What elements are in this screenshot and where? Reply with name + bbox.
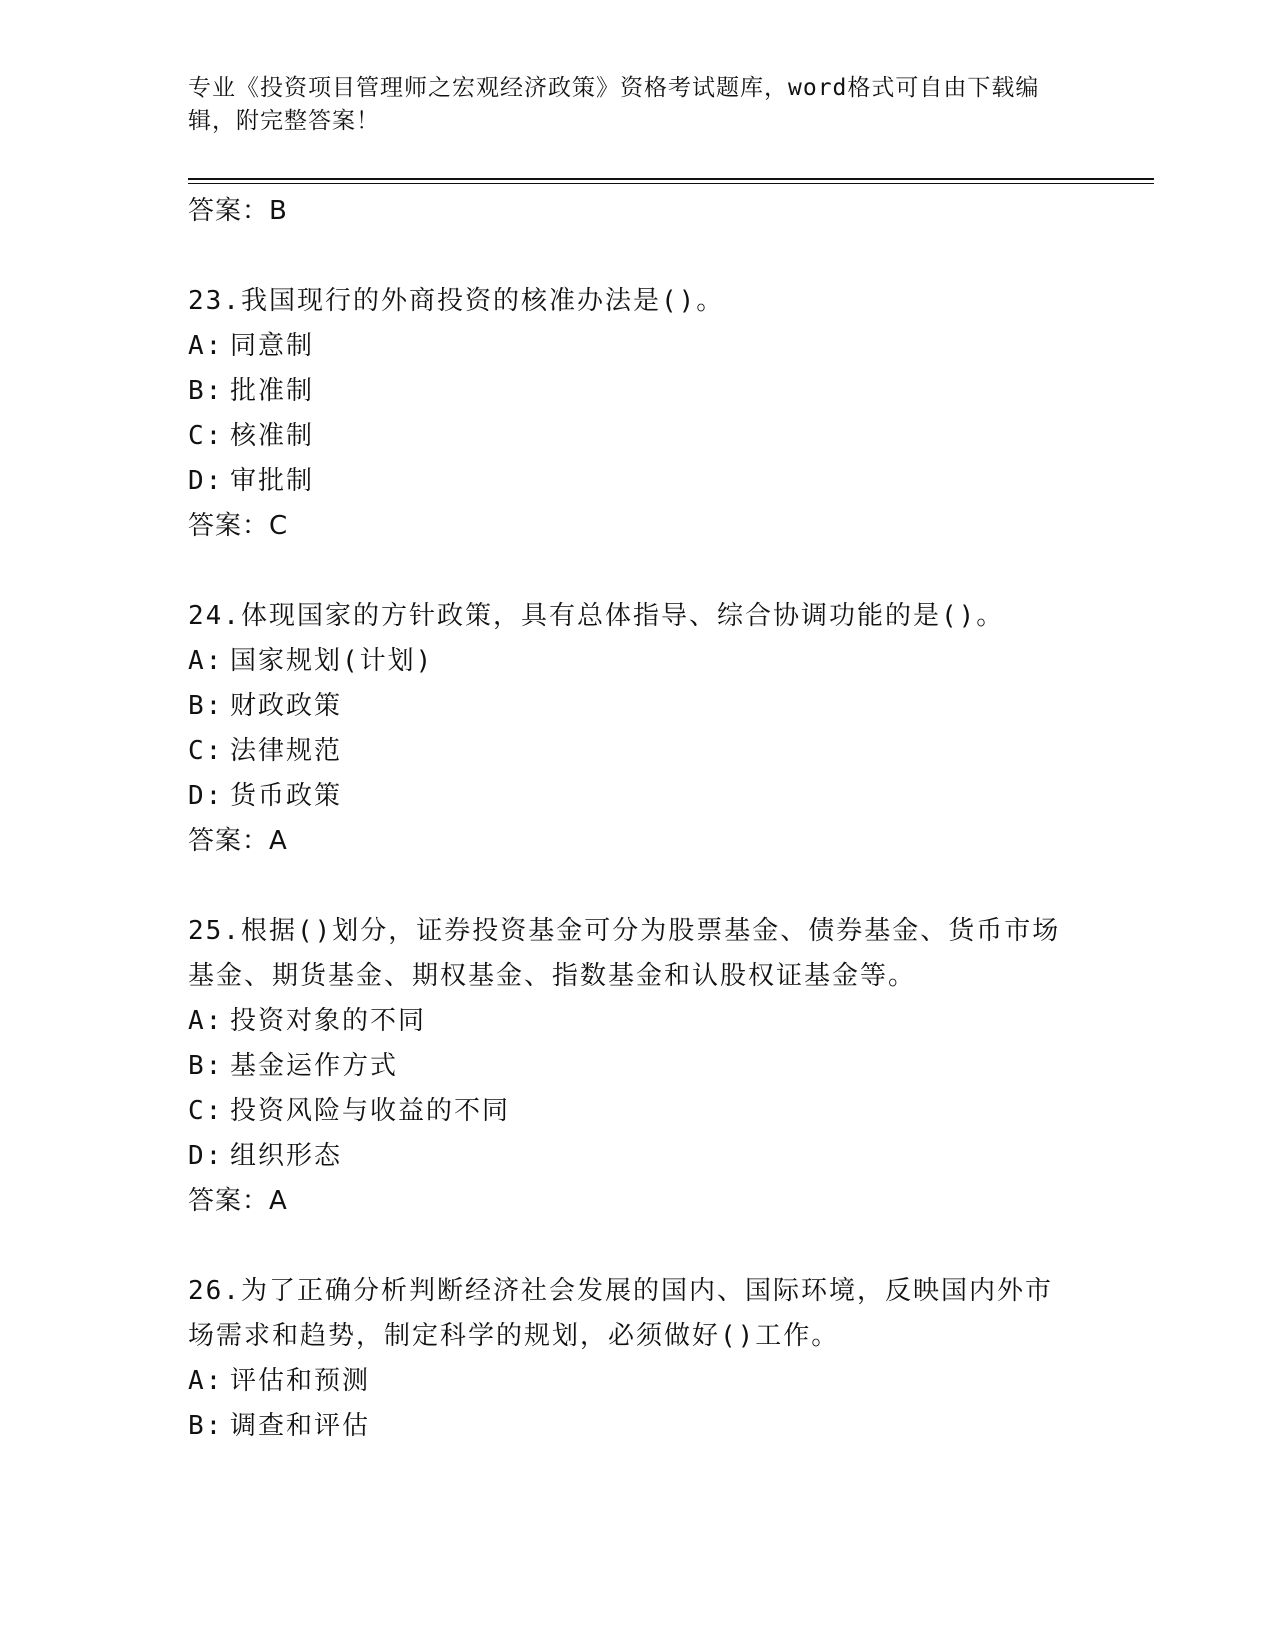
question-item [188, 279, 1088, 549]
option-text: 法律规范 [230, 736, 343, 766]
option-text: 核准制 [230, 421, 315, 451]
option-text: 批准制 [230, 376, 315, 406]
header-divider-thick [188, 178, 1154, 180]
option-letter: C: [188, 1096, 224, 1126]
option-a [188, 1359, 1088, 1404]
question-item [188, 909, 1088, 1224]
question-text: 24.体现国家的方针政策，具有总体指导、综合协调功能的是()。 [188, 601, 1005, 631]
option-letter: A: [188, 1006, 224, 1036]
option-text: 货币政策 [230, 781, 343, 811]
option-letter: B: [188, 1411, 224, 1441]
answer-line: 答案：B [188, 196, 288, 226]
option-b [188, 369, 1088, 414]
option-text: 审批制 [230, 466, 315, 496]
question-item [188, 1269, 1088, 1449]
option-text: 组织形态 [230, 1141, 343, 1171]
question-text: 26.为了正确分析判断经济社会发展的国内、国际环境，反映国内外市场需求和趋势，制定科学的规划，必须做好()工作。 [188, 1276, 1053, 1351]
question-text: 23.我国现行的外商投资的核准办法是()。 [188, 286, 725, 316]
answer-line: 答案：A [188, 826, 288, 856]
option-letter: A: [188, 1366, 224, 1396]
option-letter: B: [188, 1051, 224, 1081]
option-d [188, 774, 1088, 819]
document-header: 专业《投资项目管理师之宏观经济政策》资格考试题库，word格式可自由下载编辑，附完整答案！ [188, 75, 1040, 134]
option-letter: D: [188, 466, 224, 496]
option-text: 国家规划(计划) [230, 646, 434, 676]
option-b [188, 1404, 1088, 1449]
option-letter: D: [188, 781, 224, 811]
option-text: 投资风险与收益的不同 [230, 1096, 511, 1126]
option-text: 基金运作方式 [230, 1051, 399, 1081]
option-a [188, 999, 1088, 1044]
option-letter: B: [188, 376, 224, 406]
option-a [188, 639, 1088, 684]
option-a [188, 324, 1088, 369]
option-text: 财政政策 [230, 691, 343, 721]
option-b [188, 1044, 1088, 1089]
option-letter: C: [188, 421, 224, 451]
option-d [188, 459, 1088, 504]
question-item [188, 594, 1088, 864]
question-list [188, 189, 1088, 1449]
option-c [188, 1089, 1088, 1134]
option-letter: C: [188, 736, 224, 766]
option-c [188, 729, 1088, 774]
option-letter: A: [188, 331, 224, 361]
option-letter: A: [188, 646, 224, 676]
option-letter: D: [188, 1141, 224, 1171]
option-text: 调查和评估 [230, 1411, 371, 1441]
answer-line: 答案：A [188, 1186, 288, 1216]
option-b [188, 684, 1088, 729]
question-text: 25.根据()划分，证券投资基金可分为股票基金、债券基金、货币市场基金、期货基金、期权基金、指数基金和认股权证基金等。 [188, 916, 1061, 991]
option-d [188, 1134, 1088, 1179]
option-text: 同意制 [230, 331, 315, 361]
option-text: 投资对象的不同 [230, 1006, 427, 1036]
answer-line: 答案：C [188, 511, 289, 541]
option-text: 评估和预测 [230, 1366, 371, 1396]
option-letter: B: [188, 691, 224, 721]
header-divider-thin [188, 183, 1154, 184]
option-c [188, 414, 1088, 459]
